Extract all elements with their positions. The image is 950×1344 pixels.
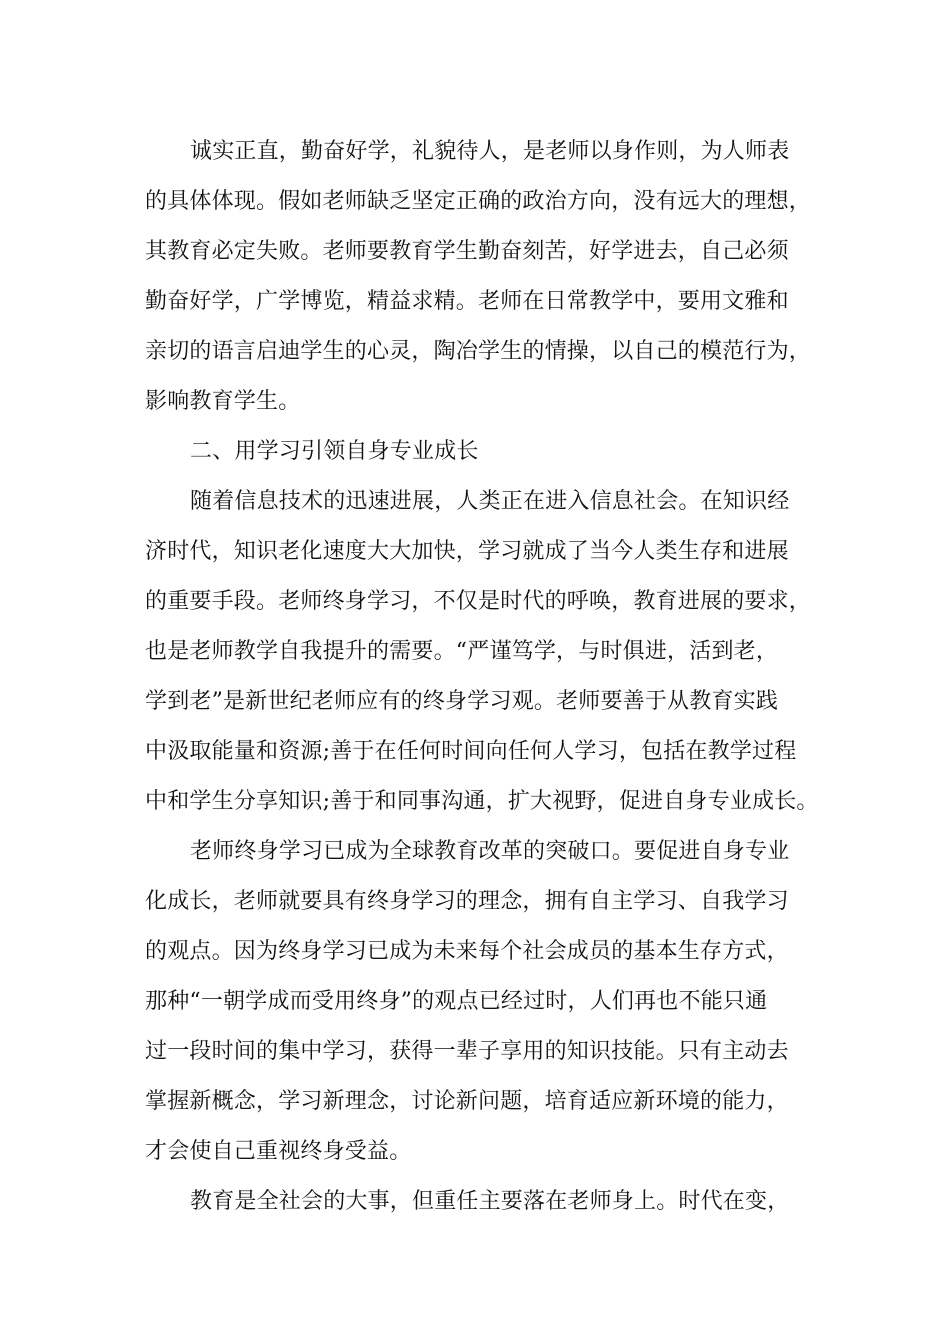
text-line-19: 过一段时间的集中学习，获得一辈子享用的知识技能。只有主动去: [145, 1039, 789, 1064]
text-line-21: 才会使自己重视终身受益。: [145, 1139, 412, 1164]
text-line-16: 化成长，老师就要具有终身学习的理念，拥有自主学习、自我学习: [145, 889, 789, 914]
section-heading: 二、用学习引领自身专业成长: [190, 439, 479, 464]
text-line-13: 中汲取能量和资源;善于在任何时间向任何人学习，包括在教学过程: [145, 739, 797, 764]
text-line-1: 诚实正直，勤奋好学，礼貌待人，是老师以身作则，为人师表: [190, 139, 790, 164]
text-line-5: 亲切的语言启迪学生的心灵，陶冶学生的情操，以自己的模范行为，: [145, 339, 812, 364]
text-line-9: 济时代，知识老化速度大大加快，学习就成了当今人类生存和进展: [145, 539, 789, 564]
text-line-4: 勤奋好学，广学博览，精益求精。老师在日常教学中，要用文雅和: [145, 289, 789, 314]
text-line-6: 影响教育学生。: [145, 389, 301, 414]
text-line-22: 教育是全社会的大事，但重任主要落在老师身上。时代在变，: [190, 1189, 790, 1214]
text-line-17: 的观点。因为终身学习已成为未来每个社会成员的基本生存方式，: [145, 939, 789, 964]
text-line-2: 的具体体现。假如老师缺乏坚定正确的政治方向，没有远大的理想，: [145, 189, 812, 214]
text-line-10: 的重要手段。老师终身学习，不仅是时代的呼唤，教育进展的要求，: [145, 589, 812, 614]
text-line-14: 中和学生分享知识;善于和同事沟通，扩大视野，促进自身专业成长。: [145, 789, 819, 814]
text-line-18: 那种“一朝学成而受用终身”的观点已经过时，人们再也不能只通: [145, 989, 768, 1014]
text-line-12: 学到老”是新世纪老师应有的终身学习观。老师要善于从教育实践: [145, 689, 779, 714]
text-line-3: 其教育必定失败。老师要教育学生勤奋刻苦，好学进去，自己必须: [145, 239, 789, 264]
text-line-11: 也是老师教学自我提升的需要。“严谨笃学，与时俱进，活到老，: [145, 639, 779, 664]
text-line-8: 随着信息技术的迅速进展，人类正在进入信息社会。在知识经: [190, 489, 790, 514]
text-line-20: 掌握新概念，学习新理念，讨论新问题，培育适应新环境的能力，: [145, 1089, 789, 1114]
text-line-15: 老师终身学习已成为全球教育改革的突破口。要促进自身专业: [190, 839, 790, 864]
